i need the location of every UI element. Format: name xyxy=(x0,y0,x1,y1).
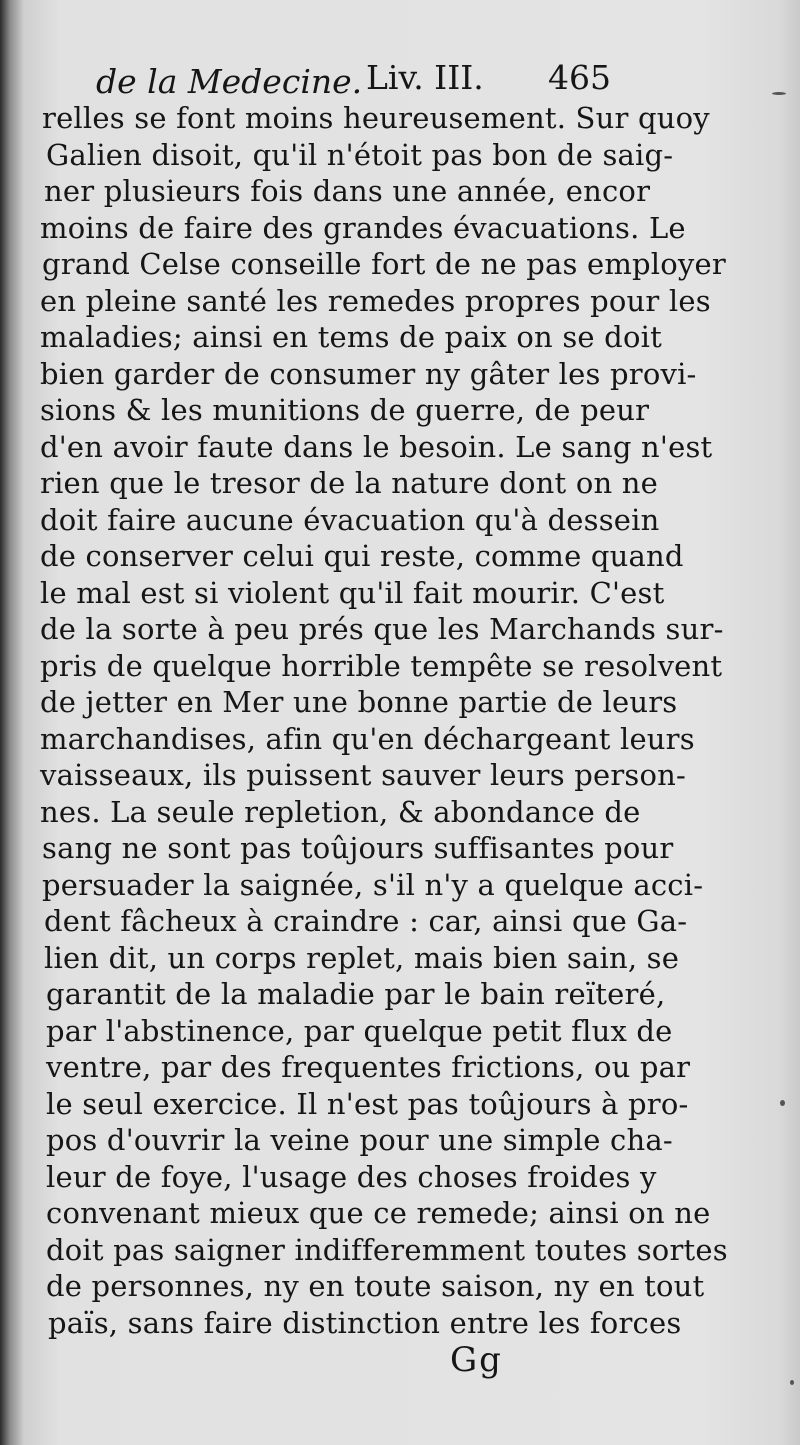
book-number: Liv. III. xyxy=(366,58,484,97)
text-line: Galien disoit, qu'il n'étoit pas bon de saig- xyxy=(46,137,674,172)
text-line: le mal est si violent qu'il fait mourir. C'est xyxy=(40,575,665,610)
text-line: moins de faire des grandes évacuations. Le xyxy=(40,210,686,245)
ink-speck xyxy=(772,92,786,95)
text-line: pris de quelque horrible tempête se resolvent xyxy=(40,648,723,683)
text-line: en pleine santé les remedes propres pour les xyxy=(40,283,711,318)
text-line: leur de foye, l'usage des choses froides y xyxy=(46,1159,657,1194)
text-line: de personnes, ny en toute saison, ny en tout xyxy=(46,1269,705,1303)
text-line: doit pas saigner indifferemment toutes sortes xyxy=(46,1232,728,1267)
ink-speck xyxy=(780,1100,785,1106)
text-line: païs, sans faire distinction entre les forces xyxy=(48,1305,682,1340)
text-line: lien dit, un corps replet, mais bien sain, se xyxy=(44,940,680,975)
text-line: de jetter en Mer une bonne partie de leurs xyxy=(40,685,678,719)
text-line: nes. La seule repletion, & abondance de xyxy=(40,794,641,829)
text-line: grand Celse conseille fort de ne pas employer xyxy=(42,247,726,281)
text-line: de conserver celui qui reste, comme quand xyxy=(40,539,684,573)
text-line: pos d'ouvrir la veine pour une simple cha- xyxy=(46,1123,673,1157)
text-line: d'en avoir faute dans le besoin. Le sang n'est xyxy=(40,429,713,464)
text-line: persuader la saignée, s'il n'y a quelque acci- xyxy=(42,867,704,902)
text-line: sions & les munitions de guerre, de peur xyxy=(40,393,650,427)
ink-speck xyxy=(790,1380,794,1385)
text-line: doit faire aucune évacuation qu'à dessein xyxy=(40,502,660,537)
text-line: relles se font moins heureusement. Sur quoy xyxy=(42,101,710,135)
text-line: le seul exercice. Il n'est pas toûjours à pro- xyxy=(46,1086,689,1121)
text-line: sang ne sont pas toûjours suffisantes pour xyxy=(42,831,674,865)
text-line: convenant mieux que ce remede; ainsi on ne xyxy=(46,1196,711,1230)
text-line: rien que le tresor de la nature dont on ne xyxy=(40,466,659,500)
signature-mark: Gg xyxy=(450,1340,503,1380)
text-line: par l'abstinence, par quelque petit flux de xyxy=(46,1013,673,1048)
text-line: bien garder de consumer ny gâter les provi- xyxy=(40,356,697,391)
text-line: de la sorte à peu prés que les Marchands sur- xyxy=(40,612,724,646)
text-line: garantit de la maladie par le bain reïteré, xyxy=(46,977,666,1011)
text-line: ner plusieurs fois dans une année, encor xyxy=(44,174,651,208)
page-number: 465 xyxy=(548,58,611,97)
text-line: ventre, par des frequentes frictions, ou par xyxy=(46,1050,691,1084)
text-line: dent fâcheux à craindre : car, ainsi que Ga- xyxy=(44,904,688,938)
text-line: vaisseaux, ils puissent sauver leurs person- xyxy=(40,758,687,792)
body-text xyxy=(40,100,728,1341)
running-title: de la Medecine. xyxy=(96,62,363,101)
text-line: marchandises, afin qu'en déchargeant leurs xyxy=(40,721,695,756)
running-header xyxy=(96,58,616,106)
text-line: maladies; ainsi en tems de paix on se doit xyxy=(40,320,662,354)
